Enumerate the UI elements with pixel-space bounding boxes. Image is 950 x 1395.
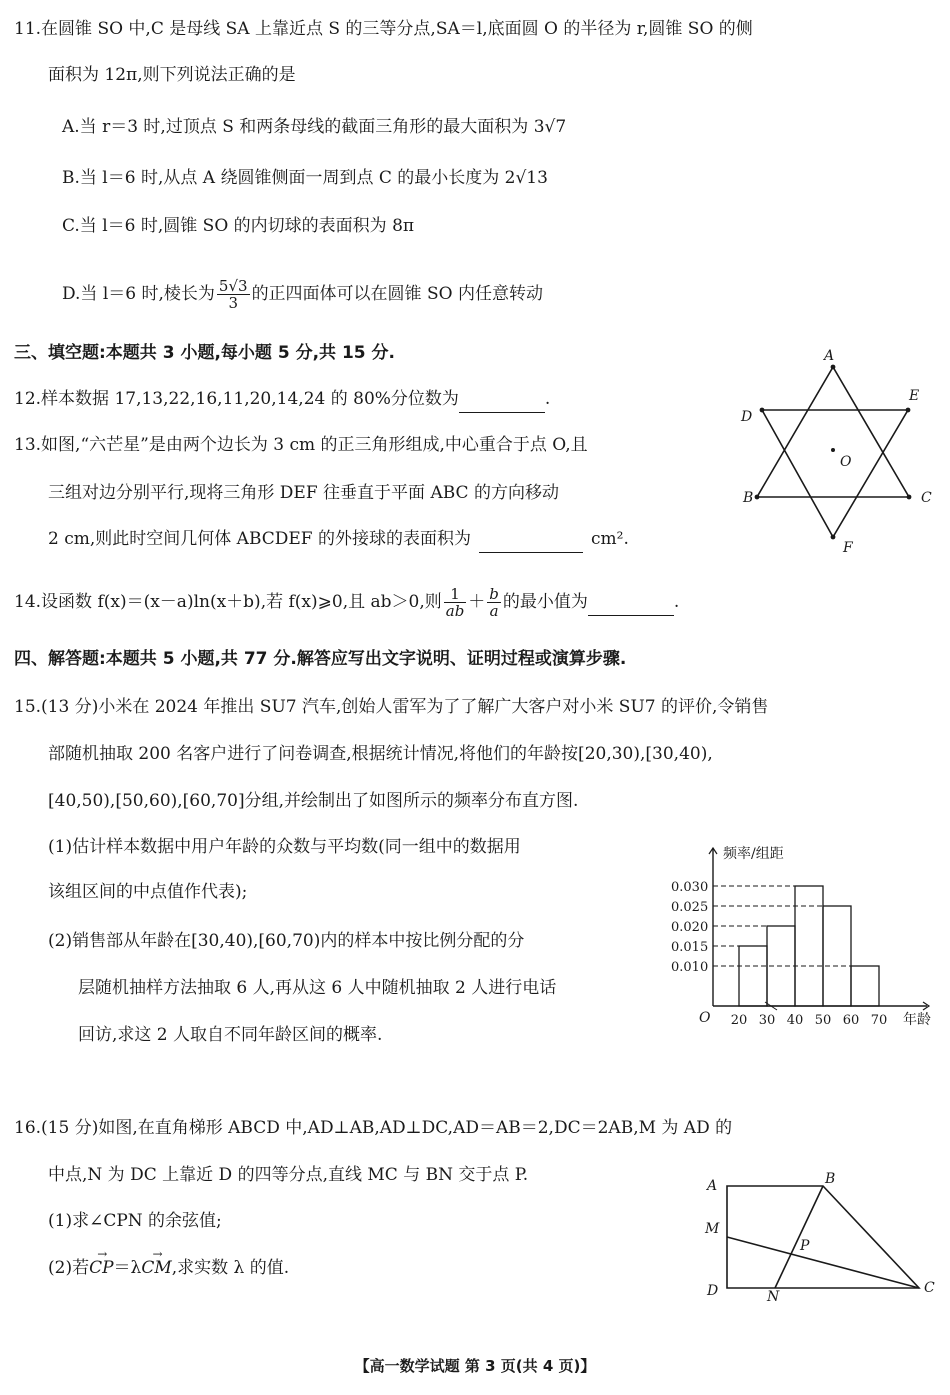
q11-option-c: C.当 l＝6 时,圆锥 SO 的内切球的表面积为 8π (62, 216, 415, 236)
histogram-bar (739, 946, 767, 1006)
point-f (831, 535, 836, 540)
fraction-numerator: b (489, 585, 499, 603)
frequency-histogram (665, 838, 945, 1028)
q13-line3-pre: 2 cm,则此时空间几何体 ABCDEF 的外接球的表面积为 (48, 529, 471, 549)
fraction-numerator: 5√3 (218, 277, 248, 295)
label-a: A (707, 1178, 718, 1194)
trapezoid-abcd (727, 1186, 919, 1288)
q11-option-d (62, 278, 543, 311)
point-c (907, 495, 912, 500)
fraction-numerator: 1 (444, 586, 467, 603)
q12-answer-blank[interactable] (459, 386, 545, 413)
q14-text (14, 586, 679, 619)
x-tick-label: 50 (814, 1013, 832, 1028)
vector-cp: → CP (89, 1255, 113, 1281)
x-axis-label: 年龄 (903, 1012, 931, 1028)
label-d: D (741, 409, 753, 425)
point-b (755, 495, 760, 500)
label-f: F (843, 540, 853, 556)
q16-part2 (48, 1255, 289, 1281)
point-d (760, 408, 765, 413)
point-o (831, 448, 835, 452)
q13-line1: 13.如图,“六芒星”是由两个边长为 3 cm 的正三角形组成,中心重合于点 O,且 (14, 435, 588, 455)
label-e: E (909, 388, 920, 404)
histogram-bar (823, 906, 851, 1006)
line-bn (775, 1186, 823, 1288)
origin-label: O (699, 1010, 711, 1026)
q14-post: 的最小值为 (502, 592, 588, 612)
line-mc (727, 1237, 919, 1288)
section-4-heading: 四、解答题:本题共 5 小题,共 77 分.解答应写出文字说明、证明过程或演算步骤. (14, 649, 627, 669)
y-tick-label: 0.015 (671, 940, 709, 955)
y-tick-label: 0.025 (671, 900, 709, 915)
point-a (831, 365, 836, 370)
q14-answer-blank[interactable] (588, 589, 674, 616)
hexagram-figure (735, 345, 940, 557)
q14-fraction-1 (444, 586, 467, 619)
q14-plus: ＋ (468, 592, 486, 612)
label-b: B (825, 1171, 836, 1187)
q15-line2: 部随机抽取 200 名客户进行了问卷调查,根据统计情况,将他们的年龄按[20,30),[30,40), (48, 744, 713, 764)
q11-option-a: A.当 r＝3 时,过顶点 S 和两条母线的截面三角形的最大面积为 3√7 (62, 117, 567, 137)
q16-part2-mid: ＝λ (113, 1258, 142, 1278)
q15-line1: 15.(13 分)小米在 2024 年推出 SU7 汽车,创始人雷军为了了解广大客户对小米 SU7 的评价,令销售 (14, 697, 769, 717)
q11-option-d-pre: D.当 l＝6 时,棱长为 (62, 284, 215, 304)
q13-unit: cm². (591, 529, 629, 549)
triangle-abc (757, 367, 909, 497)
q13-line2: 三组对边分别平行,现将三角形 DEF 往垂直于平面 ABC 的方向移动 (48, 483, 559, 503)
q13-line3 (48, 526, 629, 553)
q15-part1-line2: 该组区间的中点值作代表); (48, 882, 248, 902)
q11-stem-line1: 11.在圆锥 SO 中,C 是母线 SA 上靠近点 S 的三等分点,SA＝l,底面圆 O 的半径为 r,圆锥 SO 的侧 (14, 19, 753, 39)
q14-fraction-2 (487, 586, 501, 619)
q16-line2: 中点,N 为 DC 上靠近 D 的四等分点,直线 MC 与 BN 交于点 P. (48, 1165, 529, 1185)
x-tick-label: 20 (730, 1013, 748, 1028)
q12-end: . (544, 389, 551, 409)
fraction-denominator: ab (445, 602, 465, 620)
q14-end: . (673, 592, 680, 612)
label-d: D (707, 1283, 719, 1299)
q12-text (14, 386, 550, 413)
x-tick-label: 40 (786, 1013, 804, 1028)
q14-pre: 14.设函数 f(x)＝(x－a)ln(x＋b),若 f(x)⩾0,且 ab＞0,则 (14, 592, 442, 612)
histogram-bar (795, 886, 823, 1006)
y-tick-label: 0.020 (671, 920, 709, 935)
q15-part2-line2: 层随机抽样方法抽取 6 人,再从这 6 人中随机抽取 2 人进行电话 (78, 978, 557, 998)
label-b: B (743, 490, 754, 506)
y-tick-label: 0.010 (671, 960, 709, 975)
label-a: A (824, 348, 835, 364)
triangle-def (762, 410, 908, 537)
q15-line3: [40,50),[50,60),[60,70]分组,并绘制出了如图所示的频率分布直方图. (48, 791, 579, 811)
vector-cm: → CM (141, 1255, 171, 1281)
q11-option-b: B.当 l＝6 时,从点 A 绕圆锥侧面一周到点 C 的最小长度为 2√13 (62, 168, 548, 188)
x-tick-label: 60 (842, 1013, 860, 1028)
footer-text: 【高一数学试题 第 3 页(共 4 页)】 (354, 1357, 596, 1375)
x-tick-label: 70 (870, 1013, 888, 1028)
label-c: C (921, 490, 932, 506)
fraction-denominator: a (489, 602, 499, 620)
q12-stem: 12.样本数据 17,13,22,16,11,20,14,24 的 80%分位数为 (14, 389, 459, 409)
q11-option-d-post: 的正四面体可以在圆锥 SO 内任意转动 (251, 284, 543, 304)
label-c: C (924, 1280, 935, 1296)
q11-stem-line2: 面积为 12π,则下列说法正确的是 (48, 65, 296, 85)
label-m: M (705, 1221, 720, 1237)
label-o: O (840, 454, 852, 470)
y-tick-label: 0.030 (671, 880, 709, 895)
label-p: P (800, 1238, 810, 1254)
q15-part2-line3: 回访,求这 2 人取自不同年龄区间的概率. (78, 1025, 383, 1045)
q16-part2-post: ,求实数 λ 的值. (171, 1258, 290, 1278)
q15-part2-line1: (2)销售部从年龄在[30,40),[60,70)内的样本中按比例分配的分 (48, 931, 525, 951)
q11-option-d-fraction (217, 278, 250, 311)
q15-part1-line1: (1)估计样本数据中用户年龄的众数与平均数(同一组中的数据用 (48, 837, 521, 857)
q16-line1: 16.(15 分)如图,在直角梯形 ABCD 中,AD⊥AB,AD⊥DC,AD＝AB＝2,DC＝2AB,M 为 AD 的 (14, 1118, 733, 1138)
x-tick-label: 30 (758, 1013, 776, 1028)
fraction-denominator: 3 (228, 294, 238, 312)
y-axis-label: 频率/组距 (723, 846, 784, 862)
q16-part1: (1)求∠CPN 的余弦值; (48, 1211, 222, 1231)
page-footer (0, 1355, 950, 1376)
point-e (906, 408, 911, 413)
trapezoid-figure (695, 1168, 940, 1303)
label-n: N (767, 1289, 780, 1303)
q16-part2-pre: (2)若 (48, 1258, 90, 1278)
q13-answer-blank[interactable] (479, 526, 583, 553)
histogram-bar (851, 966, 879, 1006)
section-3-heading: 三、填空题:本题共 3 小题,每小题 5 分,共 15 分. (14, 343, 395, 363)
